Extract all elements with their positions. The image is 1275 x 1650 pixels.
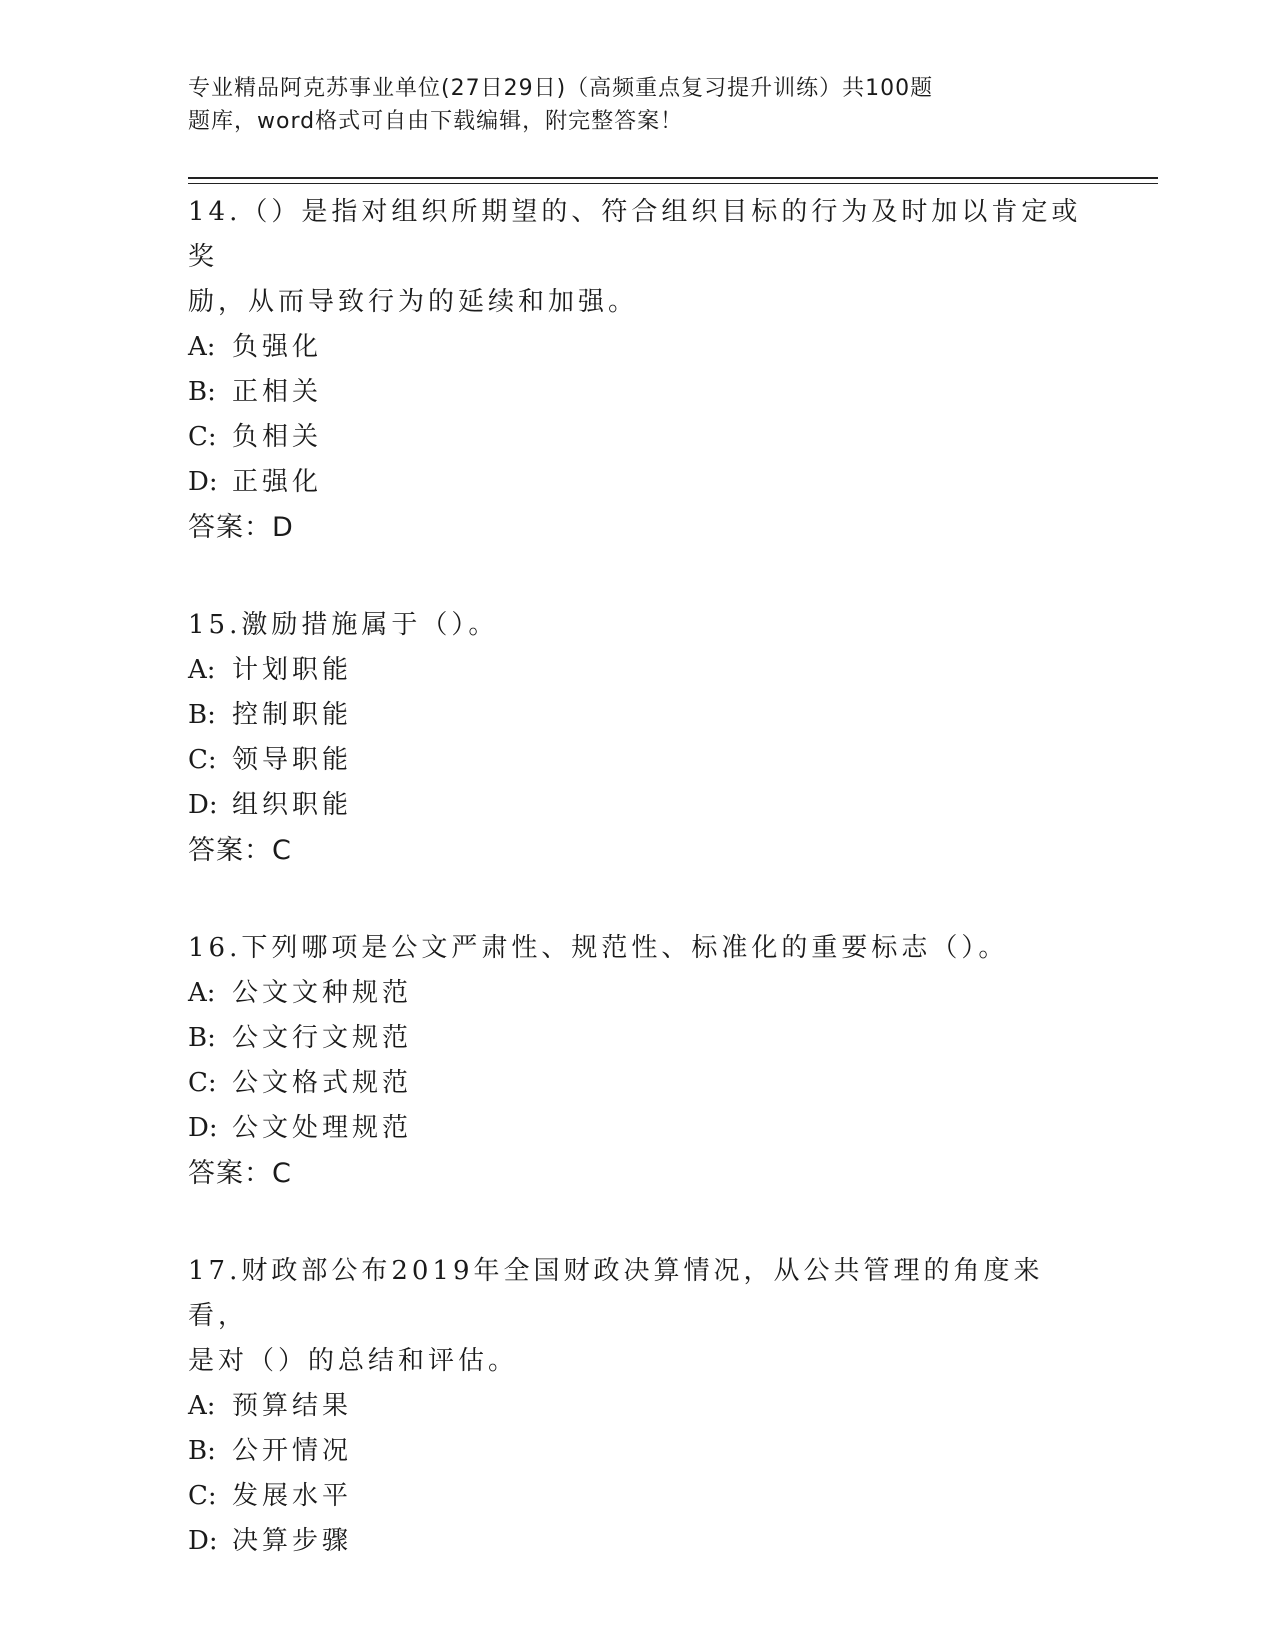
option-letter: B: [188, 700, 216, 730]
option-c [188, 1474, 1088, 1519]
answer: 答案：C [188, 1158, 292, 1189]
option-letter: C: [188, 745, 217, 775]
question-text-line: 16.下列哪项是公文严肃性、规范性、标准化的重要标志（）。 [188, 933, 1009, 963]
option-letter: D: [188, 1526, 218, 1556]
header-line-2: 题库，word格式可自由下载编辑，附完整答案！ [188, 109, 684, 134]
question-15 [188, 603, 1088, 874]
option-b [188, 370, 1088, 415]
option-text: 正相关 [232, 377, 323, 407]
document-header [188, 72, 1068, 138]
question-list [188, 190, 1088, 1616]
option-text: 负相关 [232, 422, 323, 452]
header-divider-thick [188, 177, 1158, 179]
option-text: 公文处理规范 [232, 1113, 413, 1143]
option-letter: B: [188, 1436, 216, 1466]
question-text-line: 15.激励措施属于（）。 [188, 610, 499, 640]
option-letter: D: [188, 467, 218, 497]
option-a [188, 325, 1088, 370]
option-letter: C: [188, 1068, 217, 1098]
question-14 [188, 190, 1088, 551]
question-text-line: 励，从而导致行为的延续和加强。 [188, 287, 639, 317]
option-text: 负强化 [232, 332, 323, 362]
option-letter: D: [188, 790, 218, 820]
option-text: 公文格式规范 [232, 1068, 413, 1098]
question-text-line: 14.（）是指对组织所期望的、符合组织目标的行为及时加以肯定或奖 [188, 197, 1082, 272]
option-text: 公文文种规范 [232, 978, 413, 1008]
option-letter: A: [188, 1391, 216, 1421]
answer: 答案：D [188, 512, 294, 543]
header-line-1: 专业精品阿克苏事业单位(27日29日)（高频重点复习提升训练）共100题 [188, 76, 934, 101]
option-a [188, 648, 1088, 693]
option-text: 组织职能 [232, 790, 353, 820]
option-letter: A: [188, 655, 216, 685]
option-d [188, 460, 1088, 505]
option-text: 发展水平 [232, 1481, 353, 1511]
question-text-line: 17.财政部公布2019年全国财政决算情况，从公共管理的角度来看， [188, 1256, 1044, 1331]
option-text: 公文行文规范 [232, 1023, 413, 1053]
option-text: 预算结果 [232, 1391, 353, 1421]
option-text: 计划职能 [232, 655, 353, 685]
option-b [188, 693, 1088, 738]
question-text-line: 是对（）的总结和评估。 [188, 1346, 519, 1376]
option-a [188, 971, 1088, 1016]
option-letter: B: [188, 377, 216, 407]
option-d [188, 1519, 1088, 1564]
option-letter: C: [188, 1481, 217, 1511]
option-d [188, 783, 1088, 828]
option-letter: A: [188, 978, 216, 1008]
header-divider-thin [188, 183, 1158, 184]
option-b [188, 1016, 1088, 1061]
option-text: 控制职能 [232, 700, 353, 730]
option-c [188, 738, 1088, 783]
option-c [188, 1061, 1088, 1106]
question-17 [188, 1249, 1088, 1564]
option-letter: D: [188, 1113, 218, 1143]
answer: 答案：C [188, 835, 292, 866]
option-d [188, 1106, 1088, 1151]
question-16 [188, 926, 1088, 1197]
option-letter: B: [188, 1023, 216, 1053]
option-letter: A: [188, 332, 216, 362]
option-text: 领导职能 [232, 745, 353, 775]
option-text: 正强化 [232, 467, 323, 497]
option-b [188, 1429, 1088, 1474]
option-letter: C: [188, 422, 217, 452]
option-text: 决算步骤 [232, 1526, 353, 1556]
option-a [188, 1384, 1088, 1429]
option-c [188, 415, 1088, 460]
option-text: 公开情况 [232, 1436, 353, 1466]
